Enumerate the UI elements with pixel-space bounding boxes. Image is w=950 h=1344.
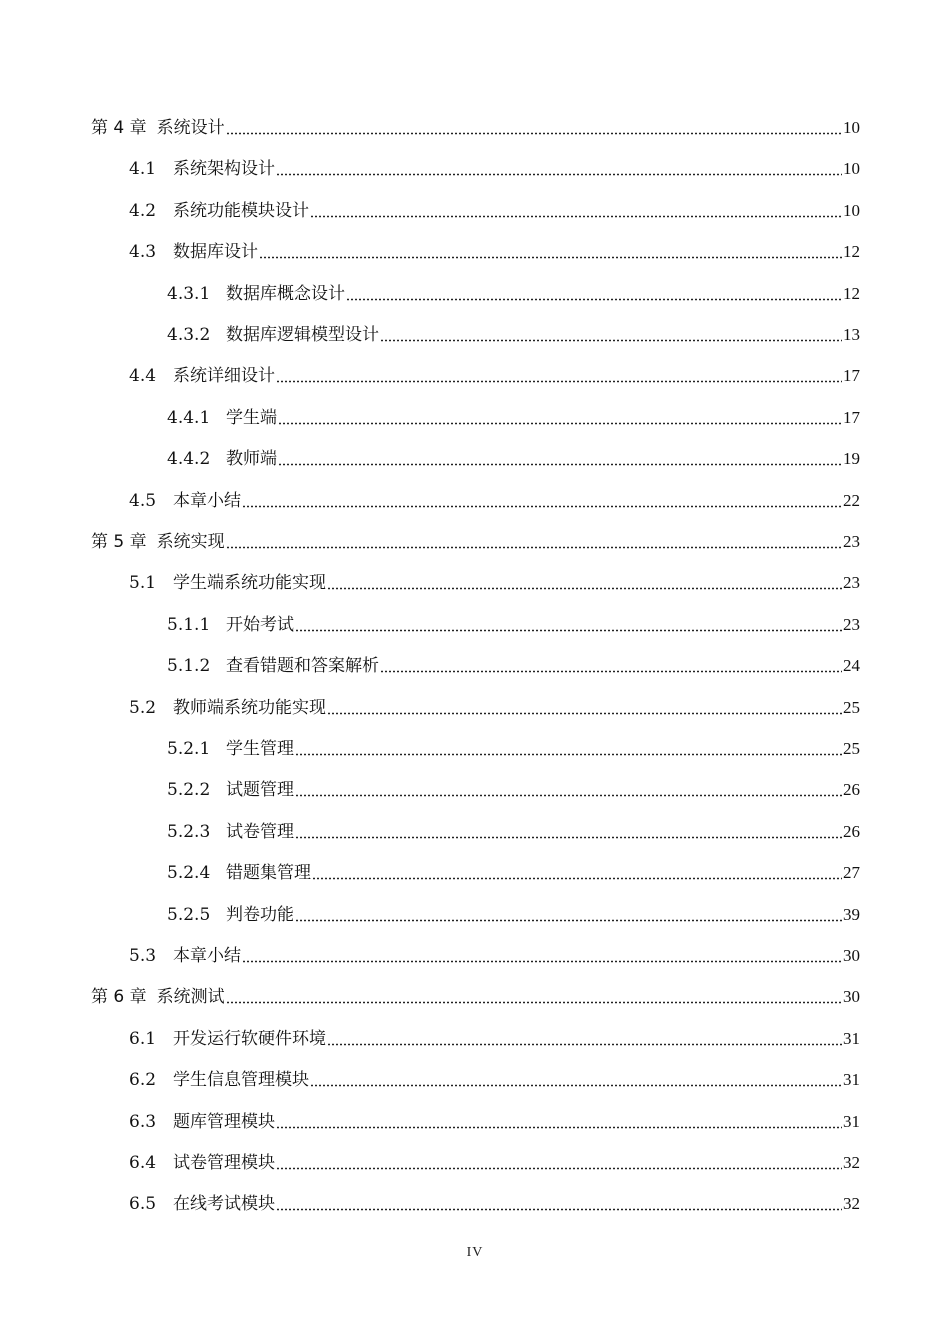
toc-leader-dots	[276, 380, 842, 383]
toc-entry-title: 系统测试	[156, 987, 225, 1008]
toc-entry[interactable]	[129, 1185, 860, 1215]
toc-leader-dots	[259, 256, 842, 259]
toc-leader-dots	[310, 1084, 842, 1087]
toc-entry-number: 4.3.1	[167, 283, 211, 304]
toc-entry-page-number: 26	[843, 821, 860, 841]
toc-entry-page-number: 17	[843, 366, 860, 386]
toc-entry-title: 开始考试	[226, 614, 294, 635]
toc-entry-number: 5.1.2	[167, 656, 211, 677]
toc-entry-title: 开发运行软硬件环境	[173, 1028, 326, 1049]
toc-entry-number: 5.1	[129, 573, 157, 594]
toc-leader-dots	[276, 1167, 842, 1170]
toc-entry-page-number: 13	[843, 325, 860, 344]
toc-entry[interactable]	[129, 564, 860, 594]
toc-leader-dots	[295, 753, 842, 756]
toc-entry[interactable]	[129, 233, 860, 263]
toc-entry-title: 在线考试模块	[173, 1194, 275, 1215]
toc-leader-dots	[327, 1043, 842, 1046]
toc-entry[interactable]	[167, 647, 860, 677]
toc-leader-dots	[226, 546, 842, 549]
toc-entry-title: 查看错题和答案解析	[226, 656, 379, 677]
toc-entry-number: 6.5	[129, 1194, 157, 1215]
toc-leader-dots	[312, 877, 842, 880]
toc-entry-number: 5.2.3	[167, 821, 211, 842]
toc-entry-page-number: 17	[843, 407, 860, 427]
toc-entry-title: 系统详细设计	[173, 366, 275, 387]
toc-entry-page-number: 32	[843, 1153, 860, 1172]
toc-entry[interactable]	[129, 1061, 860, 1091]
toc-entry[interactable]	[129, 1144, 860, 1174]
toc-entry-page-number: 10	[843, 118, 860, 137]
toc-entry-number: 5.1.1	[167, 614, 211, 635]
toc-entry[interactable]	[167, 771, 860, 801]
toc-entry-number: 4.5	[129, 490, 157, 511]
toc-entry[interactable]	[91, 523, 860, 553]
toc-leader-dots	[242, 960, 842, 963]
toc-entry-title: 系统架构设计	[173, 159, 275, 180]
toc-entry-title: 系统设计	[156, 118, 225, 138]
toc-entry-page-number: 32	[843, 1194, 860, 1214]
toc-entry-title: 本章小结	[173, 946, 241, 966]
toc-entry[interactable]	[129, 1020, 860, 1050]
toc-entry-number: 4.3.2	[167, 325, 211, 345]
toc-entry-number: 4.4.2	[167, 449, 211, 470]
toc-entry-title: 教师端系统功能实现	[173, 697, 326, 718]
toc-entry-title: 试卷管理模块	[173, 1153, 275, 1173]
toc-entry[interactable]	[129, 357, 860, 387]
toc-entry-title: 题库管理模块	[173, 1111, 275, 1132]
toc-leader-dots	[278, 422, 842, 425]
toc-entry[interactable]	[129, 937, 860, 967]
toc-entry-number: 6.1	[129, 1028, 157, 1049]
toc-leader-dots	[242, 505, 842, 508]
toc-entry-title: 本章小结	[173, 490, 241, 511]
toc-leader-dots	[226, 132, 842, 135]
toc-entry-page-number: 19	[843, 449, 860, 469]
toc-entry-page-number: 30	[843, 987, 860, 1007]
toc-entry[interactable]	[129, 482, 860, 512]
toc-leader-dots	[310, 215, 842, 218]
toc-entry[interactable]	[129, 1103, 860, 1133]
toc-entry[interactable]	[167, 275, 860, 305]
toc-entry[interactable]	[129, 192, 860, 222]
toc-entry-title: 学生端	[226, 407, 277, 428]
toc-entry-number: 第 4 章	[91, 118, 147, 138]
toc-entry-page-number: 23	[843, 614, 860, 634]
toc-entry-page-number: 24	[843, 656, 860, 676]
toc-entry-number: 4.3	[129, 242, 157, 263]
toc-entry[interactable]	[91, 978, 860, 1008]
toc-entry[interactable]	[167, 606, 860, 636]
toc-entry-title: 试卷管理	[226, 821, 294, 842]
toc-entry[interactable]	[167, 813, 860, 843]
toc-entry-number: 5.3	[129, 946, 157, 966]
toc-entry-number: 5.2.2	[167, 780, 211, 801]
toc-entry-page-number: 25	[843, 739, 860, 758]
toc-entry-number: 第 6 章	[91, 987, 147, 1008]
toc-entry-number: 5.2.1	[167, 739, 211, 759]
toc-leader-dots	[380, 339, 842, 342]
toc-leader-dots	[295, 919, 842, 922]
toc-entry-page-number: 31	[843, 1070, 860, 1090]
toc-entry-page-number: 30	[843, 946, 860, 965]
toc-entry-number: 4.2	[129, 200, 157, 221]
toc-leader-dots	[276, 173, 842, 176]
toc-entry-number: 4.1	[129, 159, 157, 180]
toc-entry[interactable]	[91, 109, 860, 139]
toc-entry-page-number: 25	[843, 697, 860, 717]
toc-entry-title: 判卷功能	[226, 904, 294, 925]
toc-entry-number: 6.4	[129, 1153, 157, 1173]
toc-entry-number: 5.2.5	[167, 904, 211, 925]
toc-entry[interactable]	[167, 730, 860, 760]
toc-entry-page-number: 23	[843, 532, 860, 551]
toc-entry-number: 4.4	[129, 366, 157, 387]
toc-entry-title: 数据库设计	[173, 242, 258, 263]
toc-entry-page-number: 31	[843, 1111, 860, 1131]
toc-entry-page-number: 10	[843, 200, 860, 220]
toc-entry-page-number: 23	[843, 573, 860, 593]
toc-entry-number: 4.4.1	[167, 407, 211, 428]
toc-entry-title: 错题集管理	[226, 863, 311, 884]
toc-entry-page-number: 31	[843, 1028, 860, 1048]
toc-entry-title: 学生端系统功能实现	[173, 573, 326, 594]
toc-entry-title: 系统功能模块设计	[173, 200, 309, 221]
toc-entry[interactable]	[167, 854, 860, 884]
toc-entry[interactable]	[129, 150, 860, 180]
toc-entry-page-number: 12	[843, 283, 860, 303]
toc-entry[interactable]	[167, 316, 860, 346]
toc-entry[interactable]	[167, 399, 860, 429]
toc-leader-dots	[278, 463, 842, 466]
toc-entry-title: 系统实现	[156, 532, 225, 552]
toc-entry[interactable]	[167, 896, 860, 926]
toc-entry-title: 数据库概念设计	[226, 283, 345, 304]
toc-leader-dots	[276, 1126, 842, 1129]
toc-entry-number: 6.3	[129, 1111, 157, 1132]
toc-leader-dots	[295, 794, 842, 797]
toc-entry[interactable]	[129, 689, 860, 719]
toc-entry-page-number: 27	[843, 863, 860, 883]
toc-leader-dots	[226, 1001, 842, 1004]
toc-leader-dots	[276, 1208, 842, 1211]
toc-entry-number: 6.2	[129, 1070, 157, 1091]
toc-entry-title: 学生管理	[226, 739, 294, 759]
toc-entry-page-number: 26	[843, 780, 860, 800]
toc-entry-title: 学生信息管理模块	[173, 1070, 309, 1091]
toc-leader-dots	[295, 836, 842, 839]
toc-entry-page-number: 10	[843, 159, 860, 179]
toc-entry-page-number: 12	[843, 242, 860, 262]
toc-entry-page-number: 39	[843, 904, 860, 924]
toc-entry-title: 数据库逻辑模型设计	[226, 325, 379, 345]
toc-entry-number: 5.2	[129, 697, 157, 718]
toc-leader-dots	[295, 629, 842, 632]
toc-entry[interactable]	[167, 440, 860, 470]
page-number-footer: IV	[466, 1245, 484, 1260]
toc-entry-page-number: 22	[843, 490, 860, 510]
toc-entry-number: 5.2.4	[167, 863, 211, 884]
toc-entry-title: 试题管理	[226, 780, 294, 801]
toc-leader-dots	[327, 712, 842, 715]
toc-leader-dots	[327, 587, 842, 590]
toc-leader-dots	[380, 670, 842, 673]
toc-entry-number: 第 5 章	[91, 532, 147, 552]
toc-entry-title: 教师端	[226, 449, 277, 470]
toc-leader-dots	[346, 298, 842, 301]
